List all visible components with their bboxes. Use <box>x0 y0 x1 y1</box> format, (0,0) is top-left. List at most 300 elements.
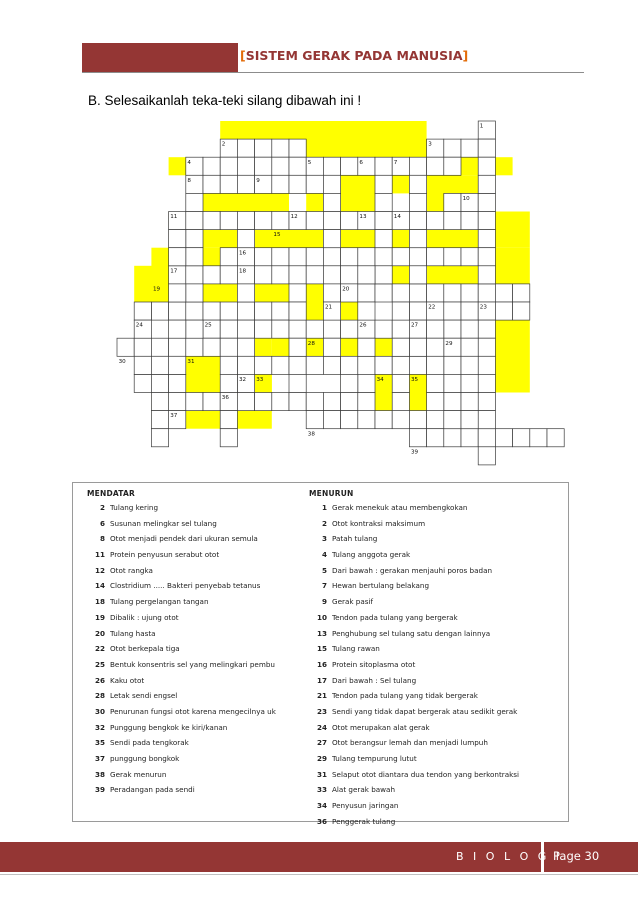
crossword-cell <box>392 302 409 320</box>
clue-text: Letak sendi engsel <box>110 691 178 701</box>
instruction-text: B. Selesaikanlah teka-teki silang dibawah ini ! <box>88 93 362 108</box>
cell-number: 22 <box>428 304 436 311</box>
crossword-cell <box>220 157 237 175</box>
footer-subject: B I O L O G I <box>456 850 562 863</box>
crossword-cell <box>427 411 444 429</box>
crossword-cell <box>151 411 168 429</box>
crossword-cell <box>186 284 203 302</box>
crossword-cell <box>547 429 564 447</box>
crossword-cell <box>203 175 220 193</box>
clue-number: 20 <box>94 628 105 638</box>
crossword-cell <box>478 320 495 338</box>
crossword-cell <box>478 338 495 356</box>
crossword-cell <box>220 320 237 338</box>
clue-number: 2 <box>99 503 105 512</box>
clue-text: Dari bawah : Sel tulang <box>332 675 417 685</box>
clue-text: Dibalik : ujung otot <box>110 612 179 622</box>
crossword-cell <box>323 266 340 284</box>
across-clue-37 <box>87 754 317 770</box>
clue-number: 4 <box>321 550 327 560</box>
crossword-cell <box>255 139 272 157</box>
down-clue-3 <box>309 534 565 550</box>
crossword-cell <box>409 193 426 211</box>
crossword-cell <box>358 266 375 284</box>
down-clue-15 <box>309 644 565 660</box>
cell-number: 26 <box>359 322 367 329</box>
across-clue-35 <box>87 738 317 754</box>
crossword-cell <box>186 248 203 266</box>
crossword-cell <box>478 175 495 193</box>
clue-number: 35 <box>94 738 105 748</box>
crossword-cell <box>341 393 358 411</box>
crossword-cell <box>409 248 426 266</box>
crossword-cell <box>358 248 375 266</box>
crossword-cell <box>427 429 444 447</box>
crossword-cell <box>237 338 254 356</box>
across-clue-28 <box>87 691 317 707</box>
clue-text: Otot merupakan alat gerak <box>332 722 430 732</box>
down-clue-23 <box>309 707 565 723</box>
clue-text: Tendon pada tulang yang bergerak <box>332 612 458 622</box>
clue-text: Otot berkepala tiga <box>110 644 180 654</box>
crossword-cell <box>409 302 426 320</box>
crossword-cell <box>272 139 289 157</box>
crossword-cell <box>341 320 358 338</box>
crossword-cell <box>375 411 392 429</box>
crossword-cell <box>306 212 323 230</box>
crossword-cell <box>289 157 306 175</box>
crossword-cell <box>169 356 186 374</box>
clue-number: 11 <box>94 550 105 560</box>
crossword-cell <box>461 356 478 374</box>
clue-number: 3 <box>321 534 327 544</box>
crossword-cell <box>323 193 340 211</box>
crossword-cell <box>306 175 323 193</box>
crossword-cell <box>151 338 168 356</box>
clue-text: Gerak menekuk atau membengkokan <box>332 503 468 512</box>
cell-number: 6 <box>359 159 363 166</box>
clue-number: 32 <box>94 722 105 732</box>
crossword-cell <box>341 157 358 175</box>
cell-number: 12 <box>290 214 298 221</box>
cell-number: 9 <box>256 177 260 184</box>
cell-number: 14 <box>393 214 401 221</box>
clue-number: 16 <box>316 659 327 669</box>
crossword-cell <box>427 356 444 374</box>
crossword-cell <box>375 212 392 230</box>
crossword-cell <box>186 266 203 284</box>
crossword-cell <box>427 393 444 411</box>
clue-text: Otot kontraksi maksimum <box>332 518 426 528</box>
cell-number: 36 <box>221 395 229 402</box>
crossword-cell <box>220 212 237 230</box>
crossword-cell <box>255 157 272 175</box>
crossword-cell <box>237 284 254 302</box>
cell-number: 2 <box>221 141 226 148</box>
clue-number: 28 <box>94 691 105 701</box>
down-clue-24 <box>309 723 565 739</box>
crossword-cell <box>272 266 289 284</box>
crossword-cell <box>323 393 340 411</box>
crossword-cell <box>323 320 340 338</box>
crossword-cell <box>375 175 392 193</box>
cell-number: 30 <box>118 358 126 365</box>
clues-box <box>72 482 569 826</box>
crossword-cell <box>289 139 306 157</box>
crossword-cell <box>409 338 426 356</box>
crossword-cell <box>392 393 409 411</box>
clue-text: Penggerak tulang <box>332 816 396 826</box>
down-clue-5 <box>309 566 565 582</box>
crossword-cell <box>237 302 254 320</box>
crossword-cell <box>375 266 392 284</box>
crossword-cell <box>323 157 340 175</box>
crossword-cell <box>186 302 203 320</box>
crossword-cell <box>203 266 220 284</box>
cell-number: 38 <box>307 431 315 438</box>
crossword-cell <box>186 230 203 248</box>
cell-number: 32 <box>239 377 247 383</box>
clue-text: Otot menjadi pendek dari ukuran semula <box>110 534 258 544</box>
down-clue-29 <box>309 754 565 770</box>
cell-number: 3 <box>428 141 432 148</box>
clue-number: 37 <box>94 754 105 763</box>
clue-number: 39 <box>94 785 105 795</box>
crossword-cell <box>169 230 186 248</box>
crossword-cell <box>341 266 358 284</box>
crossword-cell <box>530 429 547 447</box>
crossword-cell <box>409 266 426 284</box>
crossword-cell <box>341 374 358 392</box>
crossword-cell <box>358 393 375 411</box>
clue-number: 24 <box>316 722 327 732</box>
cell-number: 13 <box>359 214 367 221</box>
clue-text: Peradangan pada sendi <box>110 785 195 795</box>
across-clue-20 <box>87 629 317 645</box>
cell-number: 21 <box>325 304 333 311</box>
crossword-cell <box>289 266 306 284</box>
clue-text: Kaku otot <box>110 675 145 685</box>
cell-number: 25 <box>204 322 212 329</box>
crossword-cell <box>478 411 495 429</box>
crossword-cell <box>444 320 461 338</box>
crossword-cell <box>220 248 237 266</box>
clue-number: 36 <box>316 816 327 826</box>
down-clue-1 <box>309 503 565 519</box>
crossword-cell <box>358 411 375 429</box>
crossword-cell <box>478 374 495 392</box>
crossword-cell <box>220 429 237 447</box>
crossword-cell <box>444 356 461 374</box>
down-clue-9 <box>309 597 565 613</box>
clue-number: 29 <box>316 754 327 763</box>
cell-number: 16 <box>239 250 247 257</box>
down-clue-34 <box>309 801 565 817</box>
crossword-cell <box>375 157 392 175</box>
crossword-cell <box>323 356 340 374</box>
crossword-cell <box>461 302 478 320</box>
crossword-cell <box>444 374 461 392</box>
crossword-cell <box>409 411 426 429</box>
crossword-cell <box>272 157 289 175</box>
clue-text: Protein sitoplasma otot <box>332 659 416 669</box>
across-clue-11 <box>87 550 317 566</box>
crossword-cell <box>289 248 306 266</box>
clue-number: 9 <box>321 597 327 607</box>
crossword-cell <box>289 338 306 356</box>
crossword-cell <box>220 374 237 392</box>
crossword-cell <box>306 266 323 284</box>
crossword-cell <box>461 284 478 302</box>
cell-number: 17 <box>170 268 178 275</box>
across-clue-2 <box>87 503 317 519</box>
crossword-cell <box>444 429 461 447</box>
cell-number: 20 <box>342 286 350 293</box>
crossword-cell <box>444 411 461 429</box>
across-title: MENDATAR <box>87 489 136 498</box>
clue-text: Tulang hasta <box>110 628 156 638</box>
cell-number: 7 <box>393 159 398 166</box>
crossword-cell <box>255 212 272 230</box>
crossword-cell <box>272 248 289 266</box>
crossword-cell <box>151 429 168 447</box>
crossword-cell <box>220 338 237 356</box>
down-clue-13 <box>309 629 565 645</box>
crossword-cell <box>289 175 306 193</box>
down-clue-31 <box>309 770 565 786</box>
clue-number: 27 <box>316 738 327 748</box>
crossword-cell <box>289 320 306 338</box>
cell-number: 11 <box>170 214 178 221</box>
page-header-title: [SISTEM GERAK PADA MANUSIA] <box>240 48 469 63</box>
crossword-cell <box>151 393 168 411</box>
crossword-cell <box>169 302 186 320</box>
crossword-cell <box>358 302 375 320</box>
crossword-cell <box>186 393 203 411</box>
clue-number: 21 <box>316 691 327 701</box>
clue-number: 19 <box>94 612 105 622</box>
clue-number: 14 <box>94 581 105 591</box>
down-clue-7 <box>309 581 565 597</box>
across-clue-6 <box>87 519 317 535</box>
cell-number: 37 <box>170 413 178 420</box>
clue-number: 25 <box>94 659 105 669</box>
clue-text: Clostridium ..... Bakteri penyebab tetanus <box>110 581 261 591</box>
crossword-cell <box>237 356 254 374</box>
crossword-cell <box>134 338 151 356</box>
crossword-cell <box>461 374 478 392</box>
crossword-cell <box>358 284 375 302</box>
clue-text: Sendi pada tengkorak <box>110 738 189 748</box>
crossword-cell <box>151 374 168 392</box>
crossword-cell <box>323 230 340 248</box>
crossword-cell <box>203 393 220 411</box>
clue-text: Otot rangka <box>110 565 153 575</box>
crossword-cell <box>169 338 186 356</box>
crossword-cell <box>478 356 495 374</box>
crossword-cell <box>306 393 323 411</box>
clue-text: Otot berangsur lemah dan menjadi lumpuh <box>332 738 488 748</box>
clue-number: 12 <box>94 565 105 575</box>
clue-number: 15 <box>316 644 327 654</box>
cell-number: 10 <box>462 196 470 202</box>
crossword-cell <box>461 338 478 356</box>
crossword-cell <box>169 393 186 411</box>
crossword-cell <box>306 320 323 338</box>
crossword-cell <box>203 157 220 175</box>
clue-text: Bentuk konsentris sel yang melingkari pembu <box>110 659 275 669</box>
crossword-cell <box>444 284 461 302</box>
crossword-cell <box>495 302 512 320</box>
clue-text: Tulang kering <box>110 503 159 512</box>
crossword-cell <box>409 429 426 447</box>
crossword-cell <box>461 248 478 266</box>
crossword-cell <box>186 212 203 230</box>
crossword-cell <box>272 175 289 193</box>
clue-text: Penyusun jaringan <box>332 801 399 811</box>
crossword-cell <box>358 356 375 374</box>
down-clue-17 <box>309 676 565 692</box>
crossword-cell <box>306 356 323 374</box>
clue-text: Tulang rawan <box>332 644 380 654</box>
down-clue-10 <box>309 613 565 629</box>
crossword-cell <box>478 393 495 411</box>
crossword-cell <box>513 284 530 302</box>
crossword-cell <box>495 284 512 302</box>
crossword-cell <box>409 157 426 175</box>
clue-number: 17 <box>316 675 327 685</box>
crossword-cell <box>392 338 409 356</box>
crossword-cell <box>220 356 237 374</box>
crossword-cell <box>117 338 134 356</box>
down-title: MENURUN <box>309 489 354 498</box>
crossword-cell <box>392 248 409 266</box>
crossword-cell <box>323 212 340 230</box>
clue-text: Sendi yang tidak dapat bergerak atau sedikit gerak <box>332 706 518 716</box>
clue-number: 13 <box>316 628 327 638</box>
crossword-cell <box>220 266 237 284</box>
crossword-cell <box>220 411 237 429</box>
crossword-cell <box>375 248 392 266</box>
crossword-cell <box>151 302 168 320</box>
crossword-cell <box>478 248 495 266</box>
crossword-cell <box>169 320 186 338</box>
crossword-cell <box>323 338 340 356</box>
footer-page-number: Page 30 <box>553 849 600 863</box>
crossword-cell <box>289 302 306 320</box>
crossword-cell <box>461 139 478 157</box>
crossword-cell <box>427 338 444 356</box>
clue-number: 31 <box>316 769 327 779</box>
cell-number: 18 <box>239 268 247 275</box>
crossword-cell <box>427 284 444 302</box>
crossword-cell <box>237 157 254 175</box>
cell-number: 5 <box>307 159 312 166</box>
crossword-cell <box>134 356 151 374</box>
across-clue-8 <box>87 534 317 550</box>
crossword-cell <box>255 393 272 411</box>
crossword-cell <box>444 393 461 411</box>
crossword-cell <box>272 320 289 338</box>
cell-number: 23 <box>479 304 487 311</box>
crossword-cell <box>169 248 186 266</box>
clue-text: Penghubung sel tulang satu dengan lainnya <box>332 628 491 638</box>
crossword-cell <box>409 356 426 374</box>
crossword-cell <box>341 411 358 429</box>
clue-text: Protein penyusun serabut otot <box>110 550 220 560</box>
crossword-cell <box>341 212 358 230</box>
crossword-cell <box>186 320 203 338</box>
across-clue-12 <box>87 566 317 582</box>
cell-number: 24 <box>135 322 143 329</box>
across-clue-39 <box>87 785 317 801</box>
clue-number: 33 <box>316 785 327 795</box>
crossword-cell <box>151 356 168 374</box>
crossword-cell <box>237 320 254 338</box>
crossword-cell <box>255 266 272 284</box>
crossword-cell <box>461 393 478 411</box>
clue-text: punggung bongkok <box>110 754 180 763</box>
crossword-cell <box>478 429 495 447</box>
crossword-cell <box>255 302 272 320</box>
crossword-cell <box>375 356 392 374</box>
cell-number: 39 <box>411 449 419 456</box>
crossword-cell <box>134 302 151 320</box>
clue-text: Dari bawah : gerakan menjauhi poros badan <box>332 565 493 575</box>
cell-number: 15 <box>273 232 281 239</box>
crossword-cell <box>478 157 495 175</box>
clue-text: Punggung bengkok ke kiri/kanan <box>110 722 228 732</box>
across-clue-25 <box>87 660 317 676</box>
down-clue-4 <box>309 550 565 566</box>
crossword-cell <box>495 429 512 447</box>
crossword-cell <box>134 374 151 392</box>
crossword-cell <box>513 429 530 447</box>
crossword-cell <box>272 212 289 230</box>
crossword-cell <box>392 320 409 338</box>
crossword-cell <box>478 139 495 157</box>
crossword-cell <box>358 374 375 392</box>
crossword-cell <box>186 193 203 211</box>
crossword-cell <box>461 411 478 429</box>
down-clues <box>309 489 565 832</box>
clue-number: 18 <box>94 597 105 607</box>
crossword-cell <box>444 139 461 157</box>
clue-number: 22 <box>94 644 105 654</box>
cell-number: 8 <box>187 177 191 184</box>
crossword-cell <box>323 175 340 193</box>
clue-text: Patah tulang <box>332 534 378 544</box>
down-clue-16 <box>309 660 565 676</box>
crossword-cell <box>306 411 323 429</box>
clue-text: Selaput otot diantara dua tendon yang berkontraksi <box>332 769 520 779</box>
clue-text: Tulang tempurung lutut <box>332 754 417 763</box>
crossword-cell <box>323 248 340 266</box>
down-clue-27 <box>309 738 565 754</box>
across-clues <box>87 489 317 801</box>
crossword-cell <box>392 356 409 374</box>
clue-text: Penurunan fungsi otot karena mengecilnya uk <box>110 706 276 716</box>
crossword-cell <box>272 302 289 320</box>
crossword-cell <box>427 320 444 338</box>
crossword-cell <box>203 302 220 320</box>
crossword-cell <box>478 447 495 465</box>
crossword-cell <box>375 193 392 211</box>
clue-number: 23 <box>316 706 327 716</box>
cell-number: 1 <box>479 123 484 130</box>
crossword-cell <box>444 193 461 211</box>
down-clue-33 <box>309 785 565 801</box>
